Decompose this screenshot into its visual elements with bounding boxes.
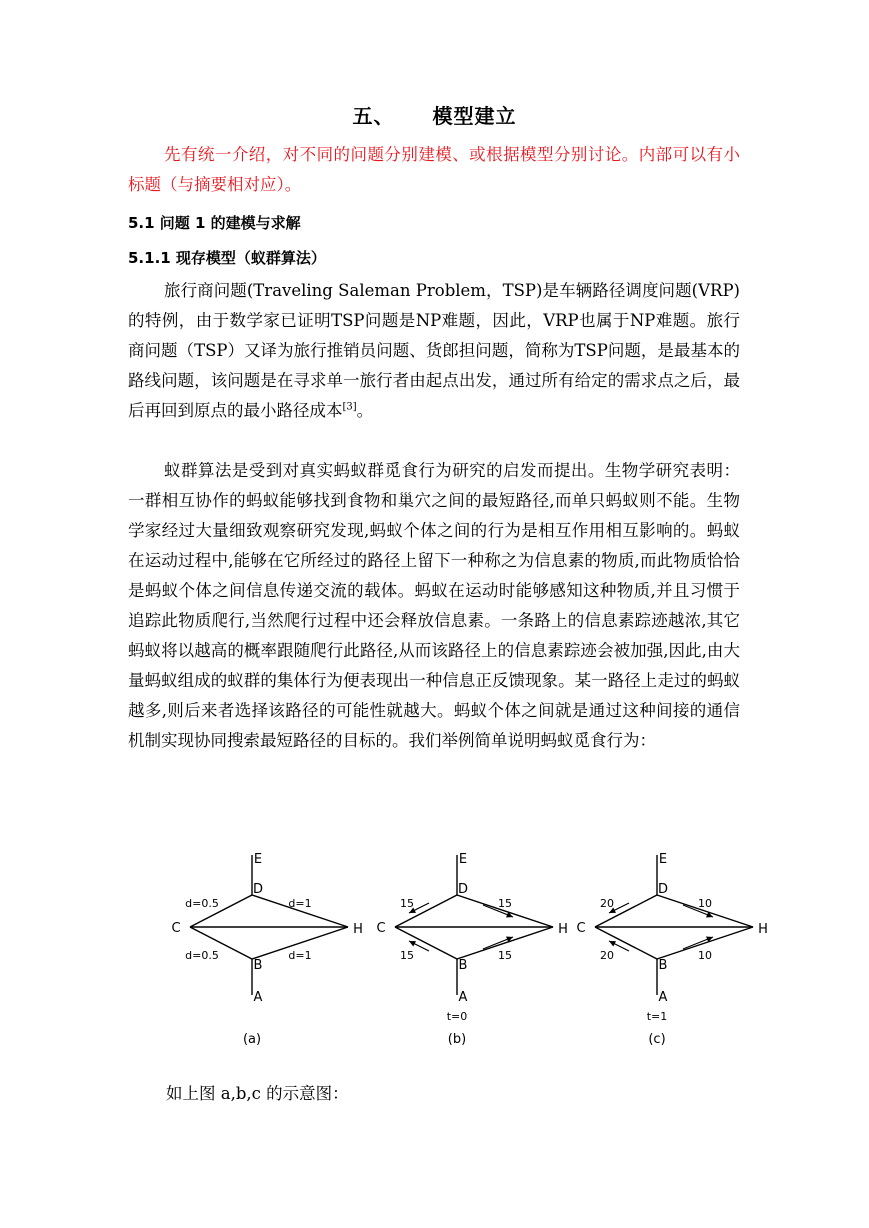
figure-a bbox=[160, 845, 363, 1055]
citation-ref: [3] bbox=[342, 401, 357, 413]
node-d-label: D bbox=[457, 882, 469, 897]
edge-label-b-h: 15 bbox=[498, 949, 512, 962]
figure-time-label: t=0 bbox=[446, 1010, 468, 1023]
ant-colony-paragraph: 蚁群算法是受到对真实蚂蚁群觅食行为研究的启发而提出。生物学研究表明：一群相互协作的蚂蚁能够找到食物和巢穴之间的最短路径,而单只蚂蚁则不能。生物学家经过大量细致观察研究发现,蚂蚁个体之间的行为是相互作用相互影响的。蚂蚁在运动过程中,能够在它所经过的路径上留下一种称之为信息素的物质,而此物质恰恰是蚂蚁个体之间信息传递交流的载体。蚂蚁在运动时能够感知这种物质,并且习惯于追踪此物质爬行,当然爬行过程中还会释放信息素。一条路上的信息素踪迹越浓,其它蚂蚁将以越高的概率跟随爬行此路径,从而该路径上的信息素踪迹会被加强,因此,由大量蚂蚁组成的蚁群的集体行为便表现出一种信息正反馈现象。某一路径上走过的蚂蚁越多,则后来者选择该路径的可能性就越大。蚂蚁个体之间就是通过这种间接的通信机制实现协同搜索最短路径的目标的。我们举例简单说明蚂蚁觅食行为： bbox=[128, 461, 740, 750]
node-h-label: H bbox=[558, 922, 568, 937]
edge-label-c-d: d=0.5 bbox=[185, 897, 219, 910]
edge-label-b-h: 10 bbox=[698, 949, 712, 962]
subsection-5-1-heading: 5.1 问题 1 的建模与求解 bbox=[128, 214, 301, 232]
edge-label-c-b: d=0.5 bbox=[185, 949, 219, 962]
edge-label-c-b: 15 bbox=[400, 949, 414, 962]
figure-label: (a) bbox=[242, 1032, 262, 1047]
tsp-paragraph bbox=[128, 276, 740, 426]
edge-label-d-h: 10 bbox=[698, 897, 712, 910]
node-b-label: B bbox=[253, 958, 263, 973]
node-h-label: H bbox=[353, 922, 363, 937]
node-c-label: C bbox=[576, 921, 586, 936]
edge-label-b-h: d=1 bbox=[288, 949, 312, 962]
node-e-label: E bbox=[458, 852, 468, 867]
tsp-paragraph-end: 。 bbox=[356, 401, 374, 420]
node-c-label: C bbox=[171, 921, 181, 936]
figure-time-label: t=1 bbox=[646, 1010, 668, 1023]
node-e-label: E bbox=[658, 852, 668, 867]
figure-label: (c) bbox=[648, 1032, 666, 1047]
node-d-label: D bbox=[657, 882, 669, 897]
node-c-label: C bbox=[376, 921, 386, 936]
node-a-label: A bbox=[458, 990, 468, 1005]
figure-label: (b) bbox=[447, 1032, 467, 1047]
section-heading bbox=[0, 100, 869, 129]
heading-number: 五、 bbox=[352, 104, 395, 128]
tsp-paragraph-text: 旅行商问题(Traveling Saleman Problem，TSP)是车辆路径调度问题(VRP)的特例，由于数学家已证明TSP问题是NP难题，因此，VRP也属于NP难题。旅行商问题（TSP）又译为旅行推销员问题、货郎担问题，简称为TSP问题，是最基本的路线问题，该问题是在寻求单一旅行者由起点出发，通过所有给定的需求点之后，最后再回到原点的最小路径成本 bbox=[128, 281, 740, 420]
heading-text: 模型建立 bbox=[432, 104, 517, 128]
figure-b bbox=[365, 845, 568, 1055]
instruction-note: 先有统一介绍，对不同的问题分别建模、或根据模型分别讨论。内部可以有小标题（与摘要相对应）。 bbox=[128, 145, 740, 194]
node-b-label: B bbox=[658, 958, 668, 973]
edge-label-c-d: 20 bbox=[600, 897, 614, 910]
edge-label-c-b: 20 bbox=[600, 949, 614, 962]
ant-path-figures bbox=[160, 845, 768, 1055]
node-a-label: A bbox=[658, 990, 668, 1005]
figure-caption: 如上图 a,b,c 的示意图： bbox=[166, 1084, 349, 1103]
node-d-label: D bbox=[252, 882, 264, 897]
edge-label-d-h: d=1 bbox=[288, 897, 312, 910]
subsection-5-1-1-heading: 5.1.1 现存模型（蚁群算法） bbox=[128, 249, 326, 267]
edge-label-c-d: 15 bbox=[400, 897, 414, 910]
figure-c bbox=[565, 845, 768, 1055]
node-h-label: H bbox=[758, 922, 768, 937]
node-a-label: A bbox=[253, 990, 263, 1005]
node-b-label: B bbox=[458, 958, 468, 973]
edge-label-d-h: 15 bbox=[498, 897, 512, 910]
node-e-label: E bbox=[253, 852, 263, 867]
